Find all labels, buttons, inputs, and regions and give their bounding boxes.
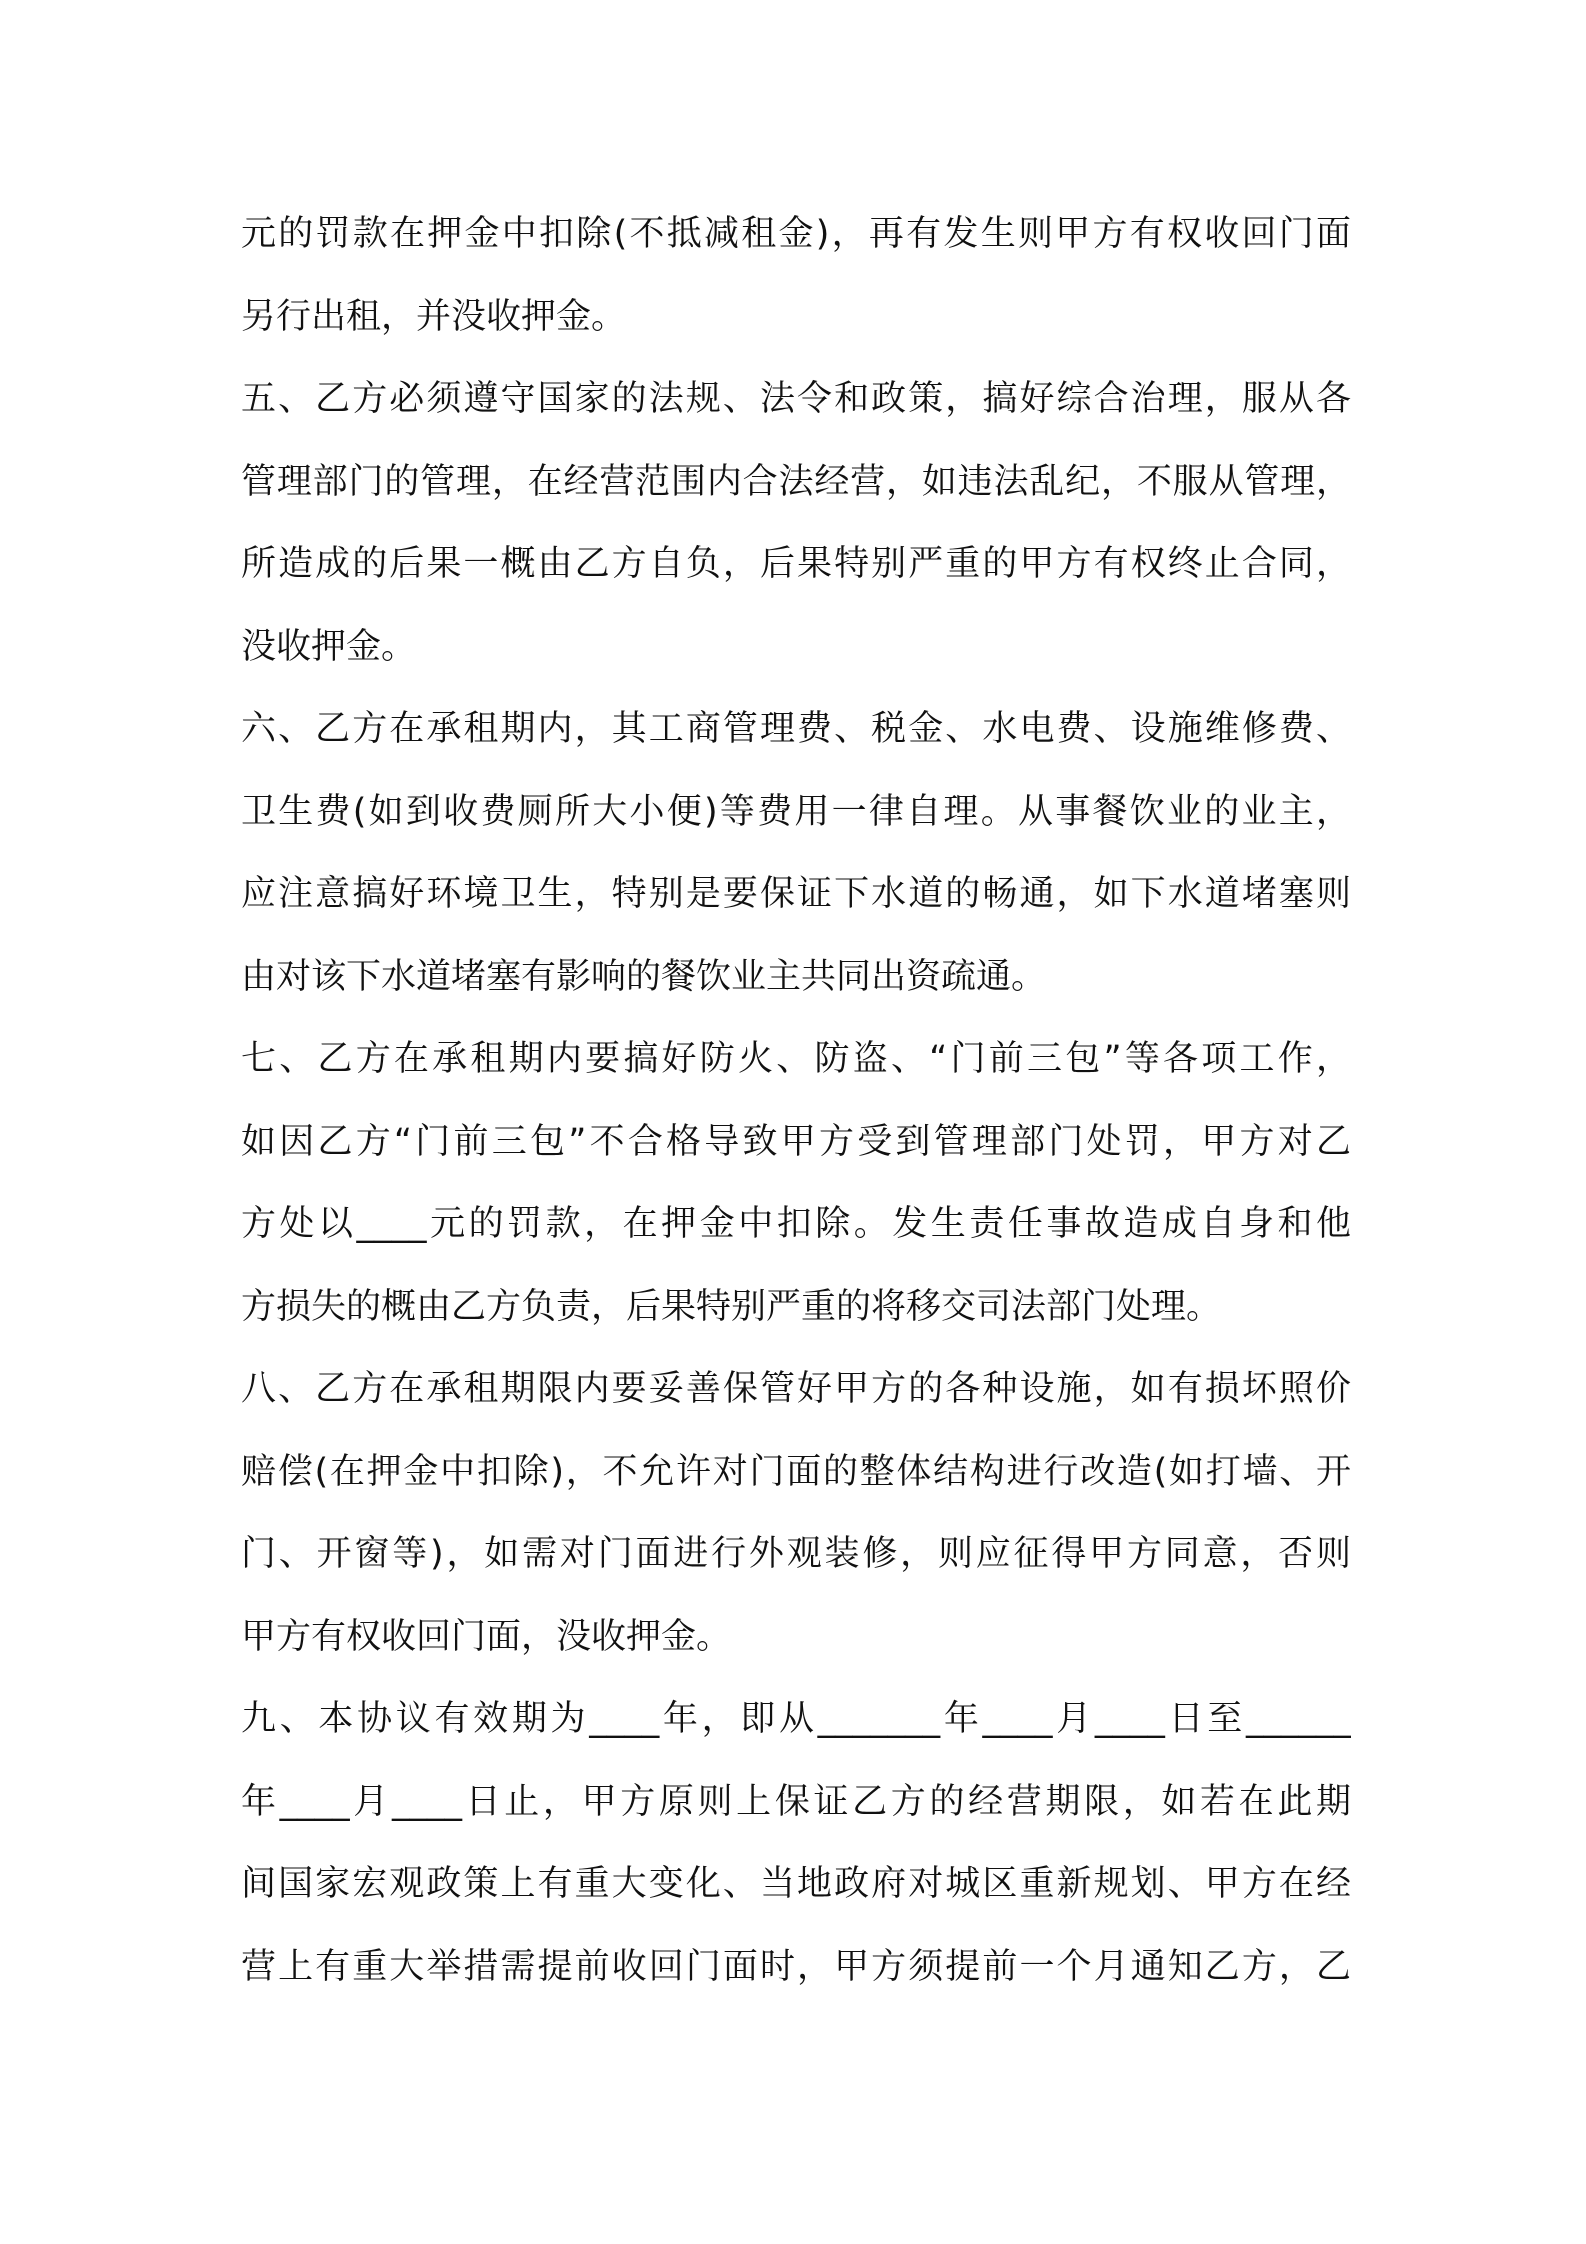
text-line: 七、乙方在承租期内要搞好防火、防盗、“门前三包”等各项工作， xyxy=(241,1039,1351,1079)
document-body xyxy=(241,193,1351,2008)
text-line: 门、开窗等)，如需对门面进行外观装修，则应征得甲方同意，否则 xyxy=(241,1534,1351,1574)
text-line: 赔偿(在押金中扣除)，不允许对门面的整体结构进行改造(如打墙、开 xyxy=(241,1451,1351,1492)
text-line: 方处以____元的罚款，在押金中扣除。发生责任事故造成自身和他 xyxy=(241,1204,1351,1244)
text-line: 年____月____日止，甲方原则上保证乙方的经营期限，如若在此期 xyxy=(241,1781,1351,1822)
text-line: 八、乙方在承租期限内要妥善保管好甲方的各种设施，如有损坏照价 xyxy=(241,1369,1351,1409)
text-line: 元的罚款在押金中扣除(不抵减租金)，再有发生则甲方有权收回门面 xyxy=(241,214,1351,254)
text-line: 间国家宏观政策上有重大变化、当地政府对城区重新规划、甲方在经 xyxy=(241,1864,1351,1904)
text-line: 如因乙方“门前三包”不合格导致甲方受到管理部门处罚，甲方对乙 xyxy=(241,1121,1351,1162)
text-line: 卫生费(如到收费厕所大小便)等费用一律自理。从事餐饮业的业主， xyxy=(241,791,1351,832)
text-line: 应注意搞好环境卫生，特别是要保证下水道的畅通，如下水道堵塞则 xyxy=(241,874,1351,914)
text-line: 管理部门的管理，在经营范围内合法经营，如违法乱纪，不服从管理， xyxy=(241,461,1351,502)
text-line: 所造成的后果一概由乙方自负，后果特别严重的甲方有权终止合同， xyxy=(241,544,1351,584)
text-line: 五、乙方必须遵守国家的法规、法令和政策，搞好综合治理，服从各 xyxy=(241,379,1351,419)
text-line: 甲方有权收回门面，没收押金。 xyxy=(241,1616,732,1657)
text-line: 六、乙方在承租期内，其工商管理费、税金、水电费、设施维修费、 xyxy=(241,709,1351,749)
text-line: 九、本协议有效期为____年，即从_______年____月____日至______ xyxy=(241,1699,1351,1739)
text-line: 方损失的概由乙方负责，后果特别严重的将移交司法部门处理。 xyxy=(241,1286,1222,1327)
text-line: 营上有重大举措需提前收回门面时，甲方须提前一个月通知乙方，乙 xyxy=(241,1946,1351,1987)
text-line: 另行出租，并没收押金。 xyxy=(241,296,627,337)
text-line: 由对该下水道堵塞有影响的餐饮业主共同出资疏通。 xyxy=(241,956,1047,997)
text-line: 没收押金。 xyxy=(241,626,417,667)
